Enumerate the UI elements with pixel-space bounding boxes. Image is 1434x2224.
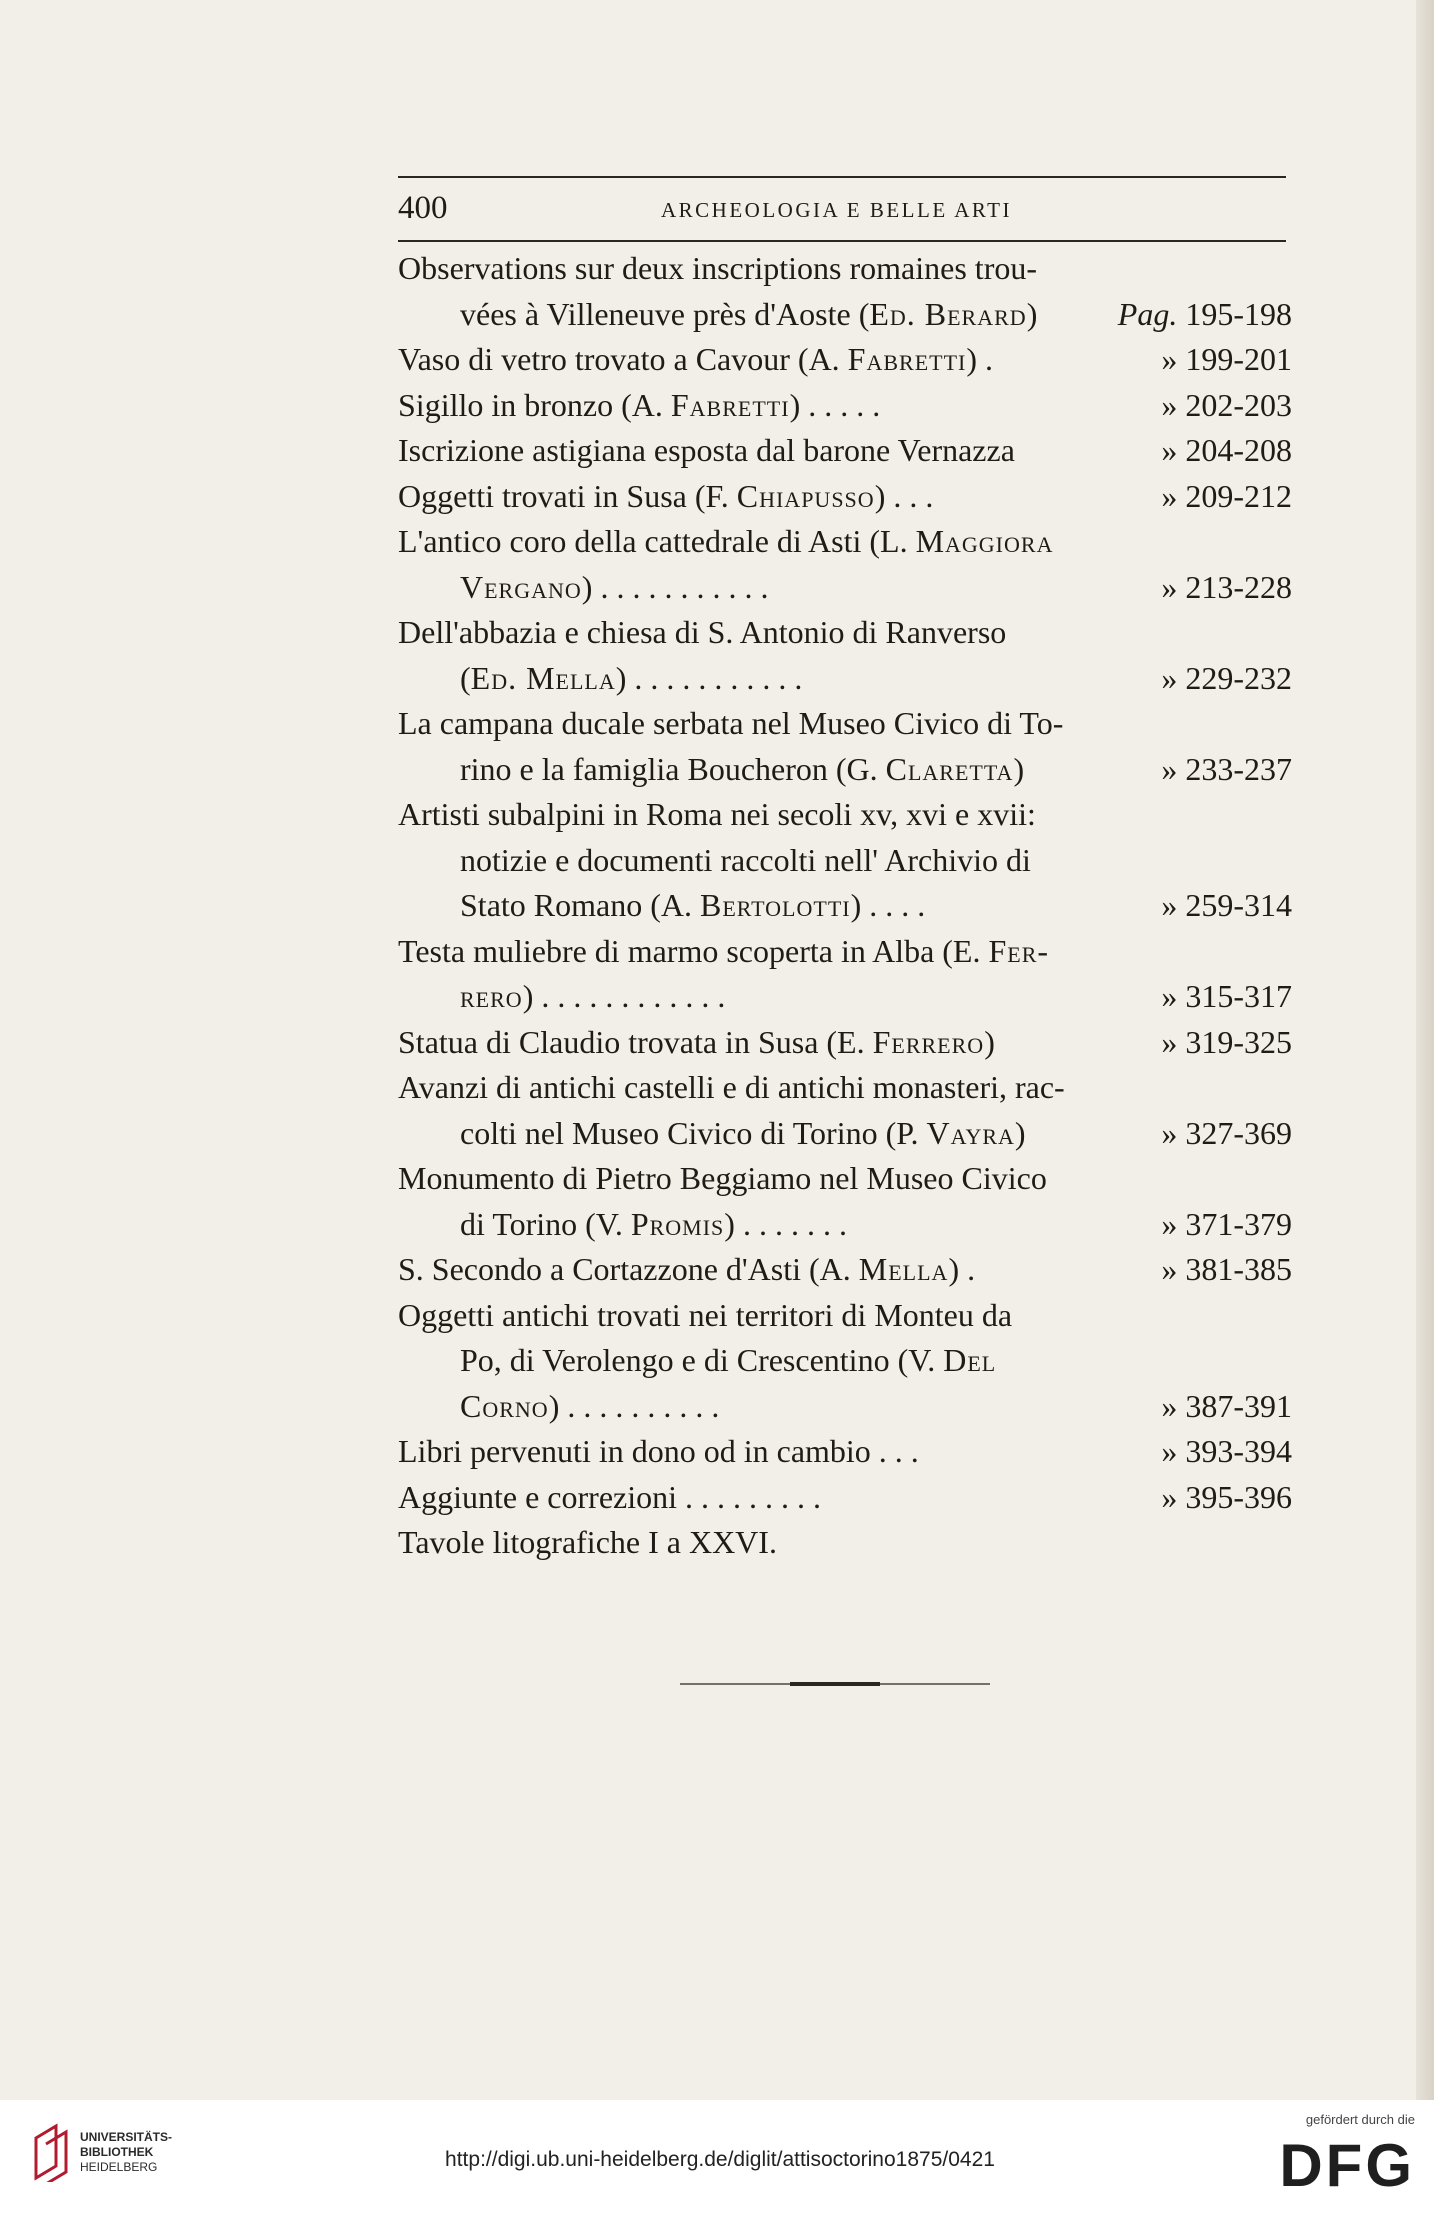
- toc-line: [398, 656, 1292, 702]
- toc-author: Bertolotti: [699, 887, 851, 923]
- toc-page-numbers: 233-237: [1185, 750, 1292, 787]
- toc-line: [398, 246, 1286, 292]
- toc-leader: ) .: [966, 341, 994, 377]
- toc-author: Vayra: [926, 1114, 1015, 1151]
- toc-author: Ed. Mella: [470, 659, 616, 696]
- toc-page-range: [1161, 1111, 1292, 1157]
- toc-leader: ) . . . . . . . . . . .: [581, 568, 769, 605]
- toc-title-text: (: [460, 659, 471, 696]
- toc-title-text: La campana ducale serbata nel Museo Civico di To-: [398, 705, 1064, 741]
- toc-line: [398, 474, 1292, 520]
- toc-title-text: colti nel Museo Civico di Torino (P.: [460, 1114, 927, 1151]
- toc-page-numbers: 371-379: [1185, 1205, 1292, 1242]
- toc-entry-text: [398, 792, 1036, 838]
- toc-page-range: [1161, 1247, 1292, 1293]
- toc-entry-text: [460, 292, 1037, 338]
- toc-page-range: [1161, 1475, 1292, 1521]
- toc-page-range: [1161, 383, 1292, 429]
- funder-caption: gefördert durch die: [1305, 2112, 1415, 2127]
- toc-line: [398, 1202, 1292, 1248]
- toc-title-text: Libri pervenuti in dono od in cambio . . .: [398, 1433, 919, 1469]
- toc-page-range: [1161, 747, 1292, 793]
- toc-title-text: Tavole litografiche I a XXVI.: [398, 1524, 777, 1560]
- toc-title-text: Iscrizione astigiana esposta dal barone Vernazza: [398, 432, 1015, 468]
- toc-author: Maggiora: [915, 523, 1054, 559]
- toc-line: [398, 1111, 1292, 1157]
- toc-leader: ) . . . . . . . . . . .: [615, 659, 803, 696]
- toc-entry-text: [398, 337, 993, 383]
- toc-title-text: Oggetti antichi trovati nei territori di Monteu da: [398, 1296, 1013, 1333]
- toc-line: [398, 1156, 1286, 1202]
- toc-author: Mella: [858, 1251, 949, 1287]
- toc-line: [398, 337, 1292, 383]
- toc-leader: ) . . . . . . . . . . . .: [522, 978, 726, 1014]
- toc-entry-text: [398, 1020, 995, 1066]
- logo-line-3: HEIDELBERG: [80, 2160, 158, 2174]
- toc-line: [398, 1520, 1286, 1566]
- toc-page-prefix: »: [1161, 1478, 1178, 1515]
- toc-line: [398, 747, 1292, 793]
- toc-page-range: [1161, 428, 1292, 474]
- toc-entry-text: [398, 1247, 975, 1293]
- logo-line-1: UNIVERSITÄTS-: [80, 2130, 173, 2144]
- toc-entry-text: [398, 1293, 1012, 1339]
- toc-entry-text: [460, 747, 1024, 793]
- toc-leader: ) . . .: [874, 477, 934, 514]
- toc-leader: ) . . . . . . .: [724, 1205, 847, 1242]
- toc-title-text: Artisti subalpini in Roma nei secoli xv, xvi e xvii:: [398, 796, 1036, 832]
- toc-page-prefix: »: [1161, 477, 1178, 514]
- toc-author: Ed. Berard: [869, 295, 1027, 332]
- header-rule-bottom: [398, 240, 1286, 242]
- toc-page-prefix: »: [1161, 568, 1178, 605]
- toc-page-prefix: »: [1161, 1023, 1178, 1060]
- toc-title-text: Oggetti trovati in Susa (F.: [398, 477, 737, 514]
- toc-leader: ) . . . . . . . . . .: [548, 1387, 720, 1424]
- toc-page-range: [1161, 565, 1292, 611]
- toc-page-range: [1161, 883, 1292, 929]
- toc-title-text: Stato Romano (A.: [460, 887, 700, 923]
- toc-page-range: [1161, 1202, 1292, 1248]
- toc-line: [398, 1020, 1292, 1066]
- toc-entry-text: [460, 1202, 847, 1248]
- toc-author: Fabretti: [670, 386, 790, 423]
- toc-author: rero: [460, 978, 523, 1014]
- toc-page-numbers: 199-201: [1185, 341, 1292, 377]
- toc-page-range: [1161, 1020, 1292, 1066]
- toc-page-numbers: 387-391: [1185, 1387, 1292, 1424]
- toc-entry-text: [398, 929, 1049, 975]
- toc-line: [398, 1338, 1286, 1384]
- toc-page-range: [1161, 974, 1292, 1020]
- toc-title-text: Observations sur deux inscriptions romaines trou-: [398, 250, 1037, 286]
- toc-line: [398, 883, 1292, 929]
- toc-author: Chiapusso: [736, 477, 875, 514]
- toc-author: Fer-: [988, 932, 1050, 969]
- toc-entry-text: [398, 610, 1006, 656]
- toc-line: [398, 838, 1286, 884]
- toc-line: [398, 1247, 1292, 1293]
- toc-page-numbers: 209-212: [1185, 477, 1292, 514]
- toc-entry-text: [460, 1338, 996, 1384]
- toc-page-numbers: 381-385: [1185, 1251, 1292, 1287]
- funder-brand: DFG: [1279, 2132, 1415, 2199]
- permalink-url[interactable]: http://digi.ub.uni-heidelberg.de/diglit/attisoctorino1875/0421: [445, 2148, 995, 2171]
- toc-author: Del: [943, 1342, 997, 1378]
- toc-page-prefix: »: [1161, 1114, 1178, 1151]
- toc-page-prefix: »: [1161, 978, 1178, 1014]
- toc-page-numbers: 213-228: [1185, 568, 1292, 605]
- toc-title-text: Monumento di Pietro Beggiamo nel Museo Civico: [398, 1160, 1047, 1196]
- toc-leader: ): [1013, 750, 1025, 787]
- toc-page-prefix: Pag.: [1117, 295, 1178, 332]
- toc-line: [398, 565, 1292, 611]
- toc-entry-text: [398, 246, 1037, 292]
- toc-page-prefix: »: [1161, 1433, 1178, 1469]
- toc-page-numbers: 259-314: [1185, 887, 1292, 923]
- toc-page-numbers: 315-317: [1185, 978, 1292, 1014]
- toc-entry-text: [398, 1156, 1047, 1202]
- toc-leader: ) . . . .: [850, 887, 926, 923]
- toc-title-text: Po, di Verolengo e di Crescentino (V.: [460, 1342, 944, 1378]
- running-title: ARCHEOLOGIA E BELLE ARTI: [661, 198, 1012, 222]
- toc-page-range: [1161, 1429, 1292, 1475]
- toc-title-text: Aggiunte e correzioni . . . . . . . . .: [398, 1478, 821, 1515]
- toc-page-prefix: »: [1161, 1387, 1178, 1424]
- toc-leader: ): [1014, 1114, 1026, 1151]
- toc-line: [398, 428, 1292, 474]
- toc-author: Vergano: [460, 568, 582, 605]
- logo-line-2: BIBLIOTHEK: [80, 2145, 154, 2159]
- toc-leader: ) .: [948, 1251, 976, 1287]
- toc-page-numbers: 229-232: [1185, 659, 1292, 696]
- toc-author: Claretta: [885, 750, 1014, 787]
- toc-entry-text: [398, 519, 1053, 565]
- toc-entry-text: [398, 383, 880, 429]
- toc-author: Promis: [630, 1205, 725, 1242]
- toc-leader: ): [1026, 295, 1038, 332]
- toc-page-prefix: »: [1161, 887, 1178, 923]
- toc-title-text: notizie e documenti raccolti nell' Archivio di: [460, 841, 1031, 878]
- toc-line: [398, 701, 1286, 747]
- toc-leader: ) . . . . .: [789, 386, 881, 423]
- toc-author: Ferrero: [872, 1023, 985, 1060]
- toc-page-numbers: 204-208: [1185, 432, 1292, 468]
- toc-line: [398, 610, 1286, 656]
- toc-page-prefix: »: [1161, 1251, 1178, 1287]
- toc-title-text: Vaso di vetro trovato a Cavour (A.: [398, 341, 848, 377]
- toc-entry-text: [398, 1475, 821, 1521]
- toc-title-text: Dell'abbazia e chiesa di S. Antonio di Ranverso: [398, 614, 1007, 650]
- toc-author: Fabretti: [847, 341, 967, 377]
- toc-page-range: [1161, 1384, 1292, 1430]
- toc-page-numbers: 319-325: [1185, 1023, 1292, 1060]
- header-rule-top: [398, 176, 1286, 178]
- toc-entry-text: [398, 701, 1063, 747]
- toc-line: [398, 519, 1286, 565]
- toc-entry-text: [398, 474, 933, 520]
- toc-page-numbers: 395-396: [1185, 1478, 1292, 1515]
- toc-line: [398, 1065, 1286, 1111]
- table-of-contents: [398, 246, 1292, 1566]
- toc-line: [398, 1429, 1292, 1475]
- toc-entry-text: [398, 1520, 777, 1566]
- toc-title-text: Sigillo in bronzo (A.: [398, 386, 671, 423]
- toc-line: [398, 383, 1292, 429]
- dfg-logo[interactable]: [1255, 2112, 1415, 2212]
- toc-entry-text: [398, 1429, 919, 1475]
- toc-line: [398, 1475, 1292, 1521]
- university-library-logo[interactable]: [32, 2116, 202, 2208]
- toc-entry-text: [460, 1384, 719, 1430]
- page-edge-shadow: [1416, 0, 1434, 2100]
- toc-page-numbers: 195-198: [1185, 295, 1292, 332]
- toc-entry-text: [460, 656, 802, 702]
- library-logo-icon: [32, 2122, 74, 2182]
- toc-page-range: [1161, 337, 1292, 383]
- toc-entry-text: [460, 565, 768, 611]
- toc-author: Corno: [460, 1387, 549, 1424]
- toc-line: [398, 1384, 1292, 1430]
- toc-title-text: vées à Villeneuve près d'Aoste (: [460, 295, 870, 332]
- toc-line: [398, 292, 1292, 338]
- toc-page-prefix: »: [1161, 341, 1178, 377]
- toc-entry-text: [398, 1065, 1065, 1111]
- toc-entry-text: [460, 1111, 1026, 1157]
- toc-entry-text: [460, 838, 1031, 884]
- toc-title-text: Statua di Claudio trovata in Susa (E.: [398, 1023, 873, 1060]
- toc-page-numbers: 327-369: [1185, 1114, 1292, 1151]
- toc-entry-text: [460, 883, 925, 929]
- toc-page-numbers: 202-203: [1185, 386, 1292, 423]
- end-ornament-rule: [680, 1680, 990, 1688]
- toc-line: [398, 974, 1292, 1020]
- toc-title-text: rino e la famiglia Boucheron (G.: [460, 750, 886, 787]
- toc-page-range: [1118, 292, 1292, 338]
- toc-page-numbers: 393-394: [1185, 1433, 1292, 1469]
- toc-page-prefix: »: [1161, 659, 1178, 696]
- running-header: [398, 190, 1286, 230]
- toc-page-prefix: »: [1161, 386, 1178, 423]
- toc-entry-text: [398, 428, 1015, 474]
- toc-leader: ): [984, 1023, 995, 1060]
- toc-entry-text: [460, 974, 725, 1020]
- toc-title-text: di Torino (V.: [460, 1205, 631, 1242]
- toc-page-prefix: »: [1161, 432, 1178, 468]
- toc-page-range: [1161, 474, 1292, 520]
- toc-page-prefix: »: [1161, 750, 1178, 787]
- toc-page-range: [1161, 656, 1292, 702]
- toc-line: [398, 1293, 1286, 1339]
- toc-page-prefix: »: [1161, 1205, 1178, 1242]
- toc-line: [398, 929, 1286, 975]
- toc-title-text: L'antico coro della cattedrale di Asti (L.: [398, 523, 916, 559]
- toc-title-text: Avanzi di antichi castelli e di antichi monasteri, rac-: [398, 1069, 1065, 1105]
- toc-title-text: Testa muliebre di marmo scoperta in Alba (E.: [398, 932, 989, 969]
- page-number: 400: [398, 190, 448, 226]
- toc-line: [398, 792, 1286, 838]
- toc-title-text: S. Secondo a Cortazzone d'Asti (A.: [398, 1251, 859, 1287]
